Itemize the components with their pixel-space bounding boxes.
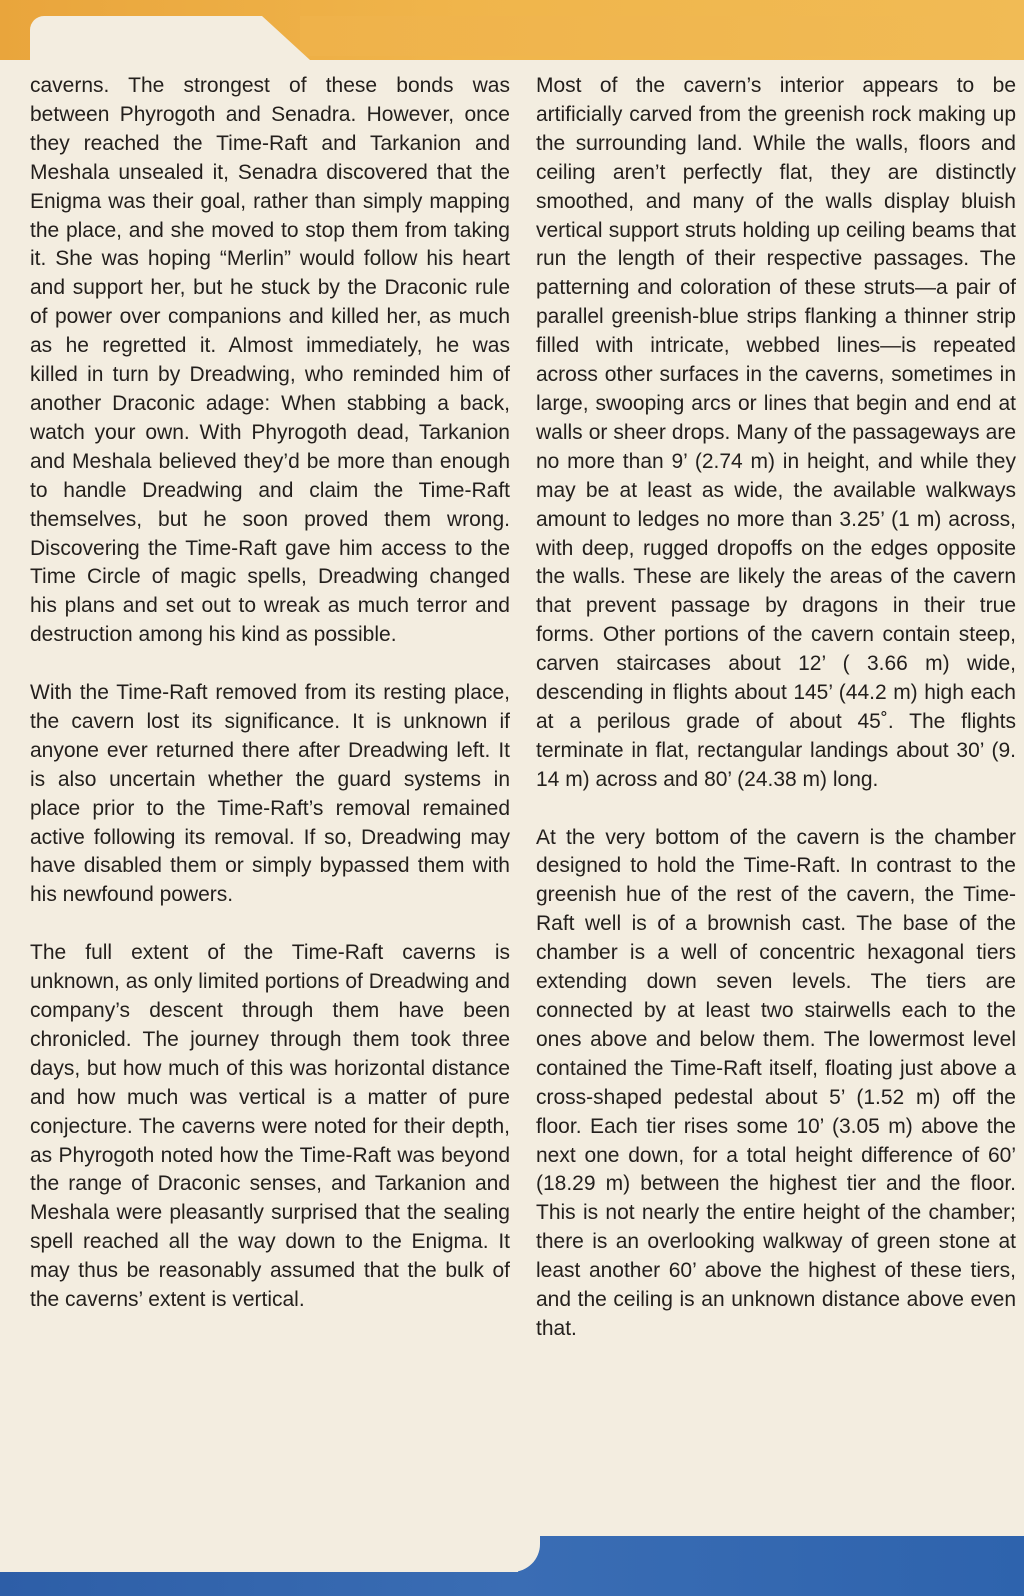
left-column — [30, 72, 510, 1512]
bottom-page-tab — [0, 1536, 518, 1572]
right-column — [536, 72, 1016, 1512]
top-orange-band-right — [300, 16, 1024, 56]
two-column-text-body — [30, 72, 1016, 1512]
top-page-tab — [30, 16, 260, 60]
left-paragraph-3: The full extent of the Time-Raft caverns is unknown, as only limited portions of Dreadwing and company’s descent through them have been chronicled. The journey through them took three days, but how much of this was horizontal distance and how much was vertical is a matter of pure conjecture. The caverns were noted for their depth, as Phyrogoth noted how the Time-Raft was beyond the range of Draconic senses, and Tarkanion and Meshala were pleasantly surprised that the sealing spell reached all the way down to the Enigma. It may thus be reasonably assumed that the bulk of the caverns’ extent is vertical. — [30, 941, 510, 1312]
right-paragraph-1: Most of the cavern’s interior appears to be artificially carved from the greenish rock making up the surrounding land. While the walls, floors and ceiling aren’t perfectly flat, they are distinctly smoothed, and many of the walls display bluish vertical support struts holding up ceiling beams that run the length of their respective passages. The patterning and coloration of these struts—a pair of parallel greenish-blue strips flanking a thinner strip filled with intricate, webbed lines—is repeated across other surfaces in the caverns, sometimes in large, swooping arcs or lines that begin and end at walls or sheer drops. Many of the passageways are no more than 9’ (2.74 m) in height, and while they may be at least as wide, the available walkways amount to ledges no more than 3.25’ (1 m) across, with deep, rugged dropoffs on the edges opposite the walls. These are likely the areas of the cavern that prevent passage by dragons in their true forms. Other portions of the cavern contain steep, carven staircases about 12’ ( 3.66 m) wide, descending in flights about 145’ (44.2 m) high each at a perilous grade of about 45˚. The flights terminate in flat, rectangular landings about 30’ (9. 14 m) across and 80’ (24.38 m) long. — [536, 74, 1016, 791]
left-paragraph-1: caverns. The strongest of these bonds was between Phyrogoth and Senadra. However, once they reached the Time-Raft and Tarkanion and Meshala unsealed it, Senadra discovered that the Enigma was their goal, rather than simply mapping the place, and she moved to stop them from taking it. She was hoping “Merlin” would follow his heart and support her, but he stuck by the Draconic rule of power over companions and killed her, as much as he regretted it. Almost immediately, he was killed in turn by Dreadwing, who reminded him of another Draconic adage: When stabbing a back, watch your own. With Phyrogoth dead, Tarkanion and Meshala believed they’d be more than enough to handle Dreadwing and claim the Time-Raft themselves, but he soon proved them wrong. Discovering the Time-Raft gave him access to the Time Circle of magic spells, Dreadwing changed his plans and set out to wreak as much terror and destruction among his kind as possible. — [30, 74, 510, 647]
right-paragraph-2: At the very bottom of the cavern is the chamber designed to hold the Time-Raft. In contrast to the greenish hue of the rest of the cavern, the Time-Raft well is of a brownish cast. The base of the chamber is a well of concentric hexagonal tiers extending down seven levels. The tiers are connected by at least two stairwells each to the ones above and below them. The lowermost level contained the Time-Raft itself, floating just above a cross-shaped pedestal about 5’ (1.52 m) off the floor. Each tier rises some 10’ (3.05 m) above the next one down, for a total height difference of 60’ (18.29 m) between the highest tier and the floor. This is not nearly the entire height of the chamber; there is an overlooking walkway of green stone at least another 60’ above the highest of these tiers, and the ceiling is an unknown distance above even that. — [536, 825, 1016, 1340]
left-paragraph-2: With the Time-Raft removed from its resting place, the cavern lost its significance. It is unknown if anyone ever returned there after Dreadwing left. It is also uncertain whether the guard systems in place prior to the Time-Raft’s removal remained active following its removal. If so, Dreadwing may have disabled them or simply bypassed them with his newfound powers. — [30, 681, 510, 907]
